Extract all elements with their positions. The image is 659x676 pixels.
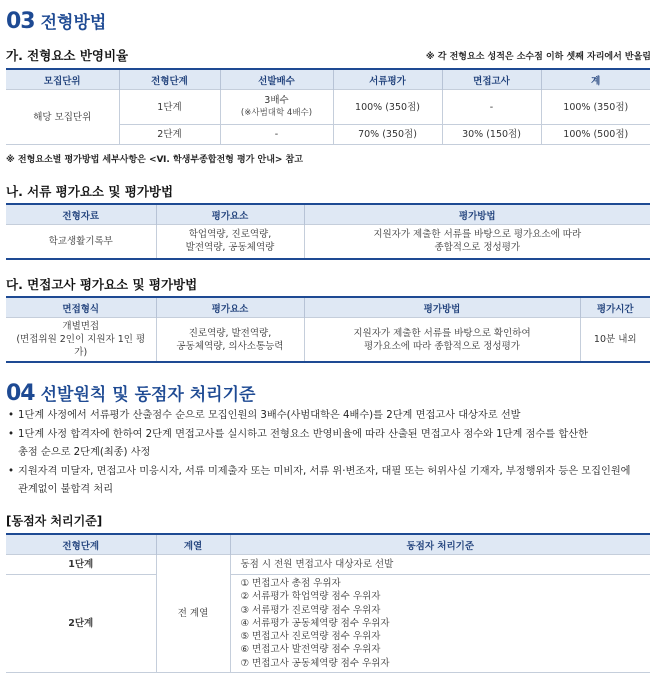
method-cell [304,318,580,363]
tie-break-table [6,533,650,673]
multiple-cell [220,90,333,125]
criteria-list [230,575,650,673]
col-header: 선발배수 [220,69,333,90]
section-title: 선발원칙 및 동점자 처리기준 [40,385,256,405]
bullet-item: • 1단계 사정에서 서류평가 산출점수 순으로 모집인원의 3배수(사범대학은 4배수)를 2단계 면접고사 대상자로 선발 [6,407,652,426]
bullet-continuation: 관계없이 불합격 처리 [18,484,114,495]
unit-cell: 해당 모집단위 [6,90,119,145]
col-header: 전형단계 [6,534,156,555]
doc-eval-table [6,203,650,260]
table-header-row [6,297,650,318]
track-cell: 전 계열 [156,555,230,673]
subsection-title-interview: 다. 면접고사 평가요소 및 평가방법 [6,277,198,292]
method-line: 종합적으로 정성평가 [434,242,521,254]
time-cell: 10분 내외 [580,318,650,363]
subsection-title-ratio: 가. 전형요소 반영비율 [6,48,129,63]
format-line: (면접위원 2인이 지원자 1인 평가) [16,334,146,358]
table-row [6,555,650,575]
criteria-item: ⑦ 면접고사 공동체역량 점수 우위자 [240,657,390,669]
subsection-title-doc: 나. 서류 평가요소 및 평가방법 [6,184,174,199]
element-line: 진로역량, 발전역량, [188,327,272,339]
selection-principles [6,407,652,500]
bullet-continuation: 총점 순으로 2단계(최종) 사정 [18,447,151,458]
col-header: 면접형식 [6,297,156,318]
table-row [6,90,650,125]
total-cell: 100% (350점) [541,90,650,125]
stage-cell: 2단계 [6,575,156,673]
criteria-item: ② 서류평가 학업역량 점수 우위자 [240,591,381,603]
col-header: 모집단위 [6,69,119,90]
col-header: 전형자료 [6,204,156,225]
col-header: 평가요소 [156,297,304,318]
table-row [6,318,650,363]
section-04-heading [6,380,255,406]
format-line: 개별면접 [62,321,100,332]
col-header: 면접고사 [442,69,541,90]
table-row [6,225,650,259]
col-header: 전형단계 [119,69,220,90]
multiple-note: (※사범대학 4배수) [240,108,313,118]
table-header-row [6,69,650,90]
col-header: 계 [541,69,650,90]
element-cell [156,318,304,363]
method-line: 평가요소에 따라 종합적으로 정성평가 [364,340,520,352]
method-line: 지원자가 제출한 서류를 바탕으로 확인하여 [353,327,531,339]
criteria-item: ① 면접고사 총점 우위자 [240,578,341,589]
interview-eval-table [6,296,650,363]
doc-cell: 70% (350점) [333,125,442,145]
multiple-main: 3배수 [264,95,289,106]
col-header: 서류평가 [333,69,442,90]
total-cell: 100% (500점) [541,125,650,145]
table-row [6,575,650,673]
tie-break-title: [동점자 처리기준] [6,514,103,528]
table-header-row [6,204,650,225]
material-cell: 학교생활기록부 [6,225,156,259]
element-line: 학업역량, 진로역량, [188,229,272,241]
doc-cell: 100% (350점) [333,90,442,125]
col-header: 동점자 처리기준 [230,534,650,555]
col-header: 계열 [156,534,230,555]
method-line: 지원자가 제출한 서류를 바탕으로 평가요소에 따라 [373,229,582,241]
bullet-item: • 1단계 사정 합격자에 한하여 2단계 면접고사를 실시하고 전형요소 반영비율에 따라 산출된 면접고사 점수와 1단계 점수를 합산한 [6,426,652,445]
section-title: 전형방법 [40,13,107,33]
rounding-note: ※ 각 전형요소 성적은 소수점 이하 셋째 자리에서 반올림 [425,52,651,62]
col-header: 평가시간 [580,297,650,318]
eval-guide-note: ※ 전형요소별 평가방법 세부사항은 <Ⅵ. 학생부종합전형 평가 안내> 참고 [6,155,303,165]
element-line: 공동체역량, 의사소통능력 [176,340,284,352]
interview-cell: 30% (150점) [442,125,541,145]
multiple-cell: - [220,125,333,145]
section-number: 03 [6,9,35,34]
section-number: 04 [6,381,35,406]
stage-cell: 1단계 [119,90,220,125]
criteria-item: ⑥ 면접고사 발전역량 점수 우위자 [240,644,381,656]
format-cell [6,318,156,363]
table-header-row [6,534,650,555]
criteria-item: ③ 서류평가 진로역량 점수 우위자 [240,604,381,616]
criteria-item: ⑤ 면접고사 진로역량 점수 우위자 [240,631,381,643]
bullet-item: • 지원자격 미달자, 면접고사 미응시자, 서류 미제출자 또는 미비자, 서류 위·변조자, 대필 또는 허위사실 기재자, 부정행위자 등은 모집인원에 [6,463,652,482]
criteria-item: ④ 서류평가 공동체역량 점수 우위자 [240,617,390,629]
interview-cell: - [442,90,541,125]
col-header: 평가방법 [304,297,580,318]
criteria-cell: 동점 시 전원 면접고사 대상자로 선발 [230,555,650,575]
stage-cell: 2단계 [119,125,220,145]
ratio-table [6,68,650,145]
col-header: 평가방법 [304,204,650,225]
stage-cell: 1단계 [6,555,156,575]
element-cell [156,225,304,259]
section-03-heading [6,8,106,34]
element-line: 발전역량, 공동체역량 [185,242,275,254]
col-header: 평가요소 [156,204,304,225]
method-cell [304,225,650,259]
